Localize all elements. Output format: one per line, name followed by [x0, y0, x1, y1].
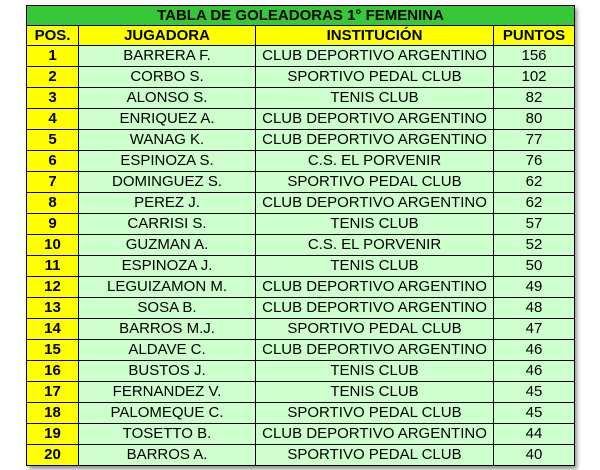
cell-jugadora: CARRISI S. — [79, 214, 256, 235]
cell-puntos: 156 — [494, 46, 575, 67]
cell-puntos: 44 — [494, 424, 575, 445]
cell-institucion: CLUB DEPORTIVO ARGENTINO — [256, 130, 494, 151]
cell-jugadora: SOSA B. — [79, 298, 256, 319]
table-row — [27, 256, 575, 277]
cell-puntos: 76 — [494, 151, 575, 172]
cell-pos: 14 — [27, 319, 79, 340]
table-row — [27, 46, 575, 67]
table-body — [27, 46, 575, 466]
cell-pos: 4 — [27, 109, 79, 130]
table-row — [27, 424, 575, 445]
cell-pos: 7 — [27, 172, 79, 193]
cell-pos: 5 — [27, 130, 79, 151]
table-row — [27, 109, 575, 130]
table-row — [27, 403, 575, 424]
cell-pos: 6 — [27, 151, 79, 172]
cell-jugadora: DOMINGUEZ S. — [79, 172, 256, 193]
cell-puntos: 52 — [494, 235, 575, 256]
cell-puntos: 102 — [494, 67, 575, 88]
table-row — [27, 214, 575, 235]
scorers-table — [26, 5, 575, 466]
cell-institucion: CLUB DEPORTIVO ARGENTINO — [256, 193, 494, 214]
header-puntos: PUNTOS — [494, 26, 575, 46]
cell-puntos: 80 — [494, 109, 575, 130]
table-row — [27, 193, 575, 214]
cell-puntos: 40 — [494, 445, 575, 466]
cell-pos: 9 — [27, 214, 79, 235]
cell-pos: 17 — [27, 382, 79, 403]
cell-puntos: 62 — [494, 193, 575, 214]
cell-jugadora: ALDAVE C. — [79, 340, 256, 361]
table-row — [27, 382, 575, 403]
cell-institucion: SPORTIVO PEDAL CLUB — [256, 67, 494, 88]
table-row — [27, 319, 575, 340]
table-row — [27, 298, 575, 319]
cell-jugadora: GUZMAN A. — [79, 235, 256, 256]
cell-puntos: 48 — [494, 298, 575, 319]
cell-pos: 2 — [27, 67, 79, 88]
cell-jugadora: ENRIQUEZ A. — [79, 109, 256, 130]
cell-institucion: TENIS CLUB — [256, 214, 494, 235]
table-row — [27, 277, 575, 298]
cell-institucion: TENIS CLUB — [256, 361, 494, 382]
cell-jugadora: CORBO S. — [79, 67, 256, 88]
table-row — [27, 88, 575, 109]
table-row — [27, 151, 575, 172]
cell-institucion: TENIS CLUB — [256, 88, 494, 109]
cell-puntos: 82 — [494, 88, 575, 109]
cell-institucion: CLUB DEPORTIVO ARGENTINO — [256, 298, 494, 319]
cell-pos: 1 — [27, 46, 79, 67]
cell-pos: 3 — [27, 88, 79, 109]
cell-puntos: 45 — [494, 403, 575, 424]
table-row — [27, 172, 575, 193]
cell-pos: 15 — [27, 340, 79, 361]
cell-institucion: CLUB DEPORTIVO ARGENTINO — [256, 340, 494, 361]
cell-puntos: 45 — [494, 382, 575, 403]
table-row — [27, 445, 575, 466]
cell-pos: 18 — [27, 403, 79, 424]
table-title: TABLA DE GOLEADORAS 1° FEMENINA — [27, 6, 575, 26]
header-jugadora: JUGADORA — [79, 26, 256, 46]
cell-jugadora: FERNANDEZ V. — [79, 382, 256, 403]
cell-puntos: 62 — [494, 172, 575, 193]
cell-pos: 10 — [27, 235, 79, 256]
cell-jugadora: LEGUIZAMON M. — [79, 277, 256, 298]
cell-institucion: SPORTIVO PEDAL CLUB — [256, 319, 494, 340]
cell-institucion: SPORTIVO PEDAL CLUB — [256, 403, 494, 424]
cell-jugadora: BUSTOS J. — [79, 361, 256, 382]
cell-institucion: CLUB DEPORTIVO ARGENTINO — [256, 46, 494, 67]
title-row — [27, 6, 575, 26]
cell-institucion: SPORTIVO PEDAL CLUB — [256, 445, 494, 466]
cell-jugadora: TOSETTO B. — [79, 424, 256, 445]
cell-pos: 11 — [27, 256, 79, 277]
cell-puntos: 49 — [494, 277, 575, 298]
header-institucion: INSTITUCIÓN — [256, 26, 494, 46]
cell-jugadora: BARRERA F. — [79, 46, 256, 67]
cell-puntos: 46 — [494, 340, 575, 361]
cell-puntos: 47 — [494, 319, 575, 340]
cell-pos: 12 — [27, 277, 79, 298]
cell-puntos: 57 — [494, 214, 575, 235]
cell-jugadora: PEREZ J. — [79, 193, 256, 214]
cell-jugadora: BARROS A. — [79, 445, 256, 466]
cell-institucion: CLUB DEPORTIVO ARGENTINO — [256, 109, 494, 130]
header-pos: POS. — [27, 26, 79, 46]
table-row — [27, 67, 575, 88]
table-row — [27, 361, 575, 382]
table-row — [27, 340, 575, 361]
scorers-table-frame — [26, 5, 574, 466]
cell-puntos: 77 — [494, 130, 575, 151]
cell-puntos: 46 — [494, 361, 575, 382]
cell-jugadora: ESPINOZA J. — [79, 256, 256, 277]
cell-pos: 16 — [27, 361, 79, 382]
cell-institucion: CLUB DEPORTIVO ARGENTINO — [256, 424, 494, 445]
cell-jugadora: BARROS M.J. — [79, 319, 256, 340]
cell-pos: 19 — [27, 424, 79, 445]
cell-jugadora: PALOMEQUE C. — [79, 403, 256, 424]
cell-institucion: TENIS CLUB — [256, 256, 494, 277]
cell-institucion: C.S. EL PORVENIR — [256, 235, 494, 256]
header-row — [27, 26, 575, 46]
cell-institucion: C.S. EL PORVENIR — [256, 151, 494, 172]
cell-pos: 20 — [27, 445, 79, 466]
cell-pos: 8 — [27, 193, 79, 214]
cell-institucion: SPORTIVO PEDAL CLUB — [256, 172, 494, 193]
cell-institucion: CLUB DEPORTIVO ARGENTINO — [256, 277, 494, 298]
table-row — [27, 130, 575, 151]
table-row — [27, 235, 575, 256]
cell-jugadora: WANAG K. — [79, 130, 256, 151]
cell-jugadora: ALONSO S. — [79, 88, 256, 109]
cell-institucion: TENIS CLUB — [256, 382, 494, 403]
cell-pos: 13 — [27, 298, 79, 319]
cell-puntos: 50 — [494, 256, 575, 277]
cell-jugadora: ESPINOZA S. — [79, 151, 256, 172]
